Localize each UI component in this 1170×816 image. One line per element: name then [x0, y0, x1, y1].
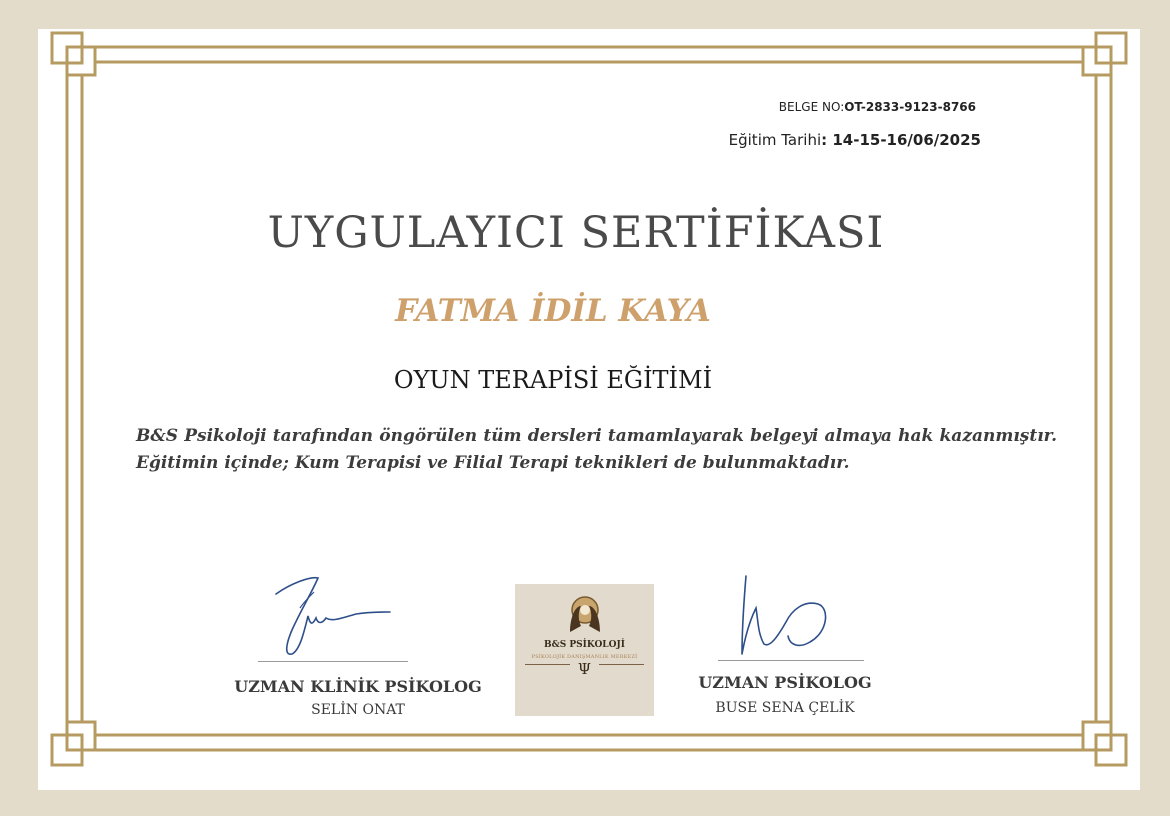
training-date-label: Eğitim Tarihi — [728, 131, 822, 149]
logo-tagline: PSİKOLOJİK DANIŞMANLIK MERKEZİ — [531, 654, 638, 660]
certificate-description: B&S Psikoloji tarafından öngörülen tüm dersleri tamamlayarak belgeyi almaya hak kazanmıştır. Eğitimin içinde; Kum Terapisi ve Filial Terapi teknikleri de bulunmaktadır. — [136, 426, 1057, 473]
training-date — [640, 131, 981, 149]
right-signatory-name: BUSE SENA ÇELİK — [715, 700, 855, 716]
company-logo — [515, 584, 654, 716]
logo-brand-text: B&S PSİKOLOJİ — [544, 640, 625, 650]
course-name: OYUN TERAPİSİ EĞİTİMİ — [393, 366, 713, 394]
right-signature-line — [718, 660, 864, 661]
heads-logo-icon — [566, 594, 604, 638]
left-signature-line — [258, 661, 408, 662]
training-date-value: : 14-15-16/06/2025 — [821, 131, 981, 149]
right-signature-image — [730, 570, 835, 660]
document-number-value: OT-2833-9123-8766 — [844, 100, 976, 114]
psi-symbol-icon: Ψ — [577, 660, 592, 678]
certificate-title: UYGULAYICI SERTİFİKASI — [267, 208, 885, 258]
document-number-label: BELGE NO: — [778, 100, 845, 114]
left-signatory-title: UZMAN KLİNİK PSİKOLOG — [234, 677, 482, 696]
document-number — [700, 100, 976, 114]
right-signatory-title: UZMAN PSİKOLOG — [698, 673, 872, 692]
recipient-name: FATMA İDİL KAYA — [395, 293, 711, 329]
left-signatory-name: SELİN ONAT — [311, 702, 405, 718]
left-signature-image — [270, 572, 395, 662]
